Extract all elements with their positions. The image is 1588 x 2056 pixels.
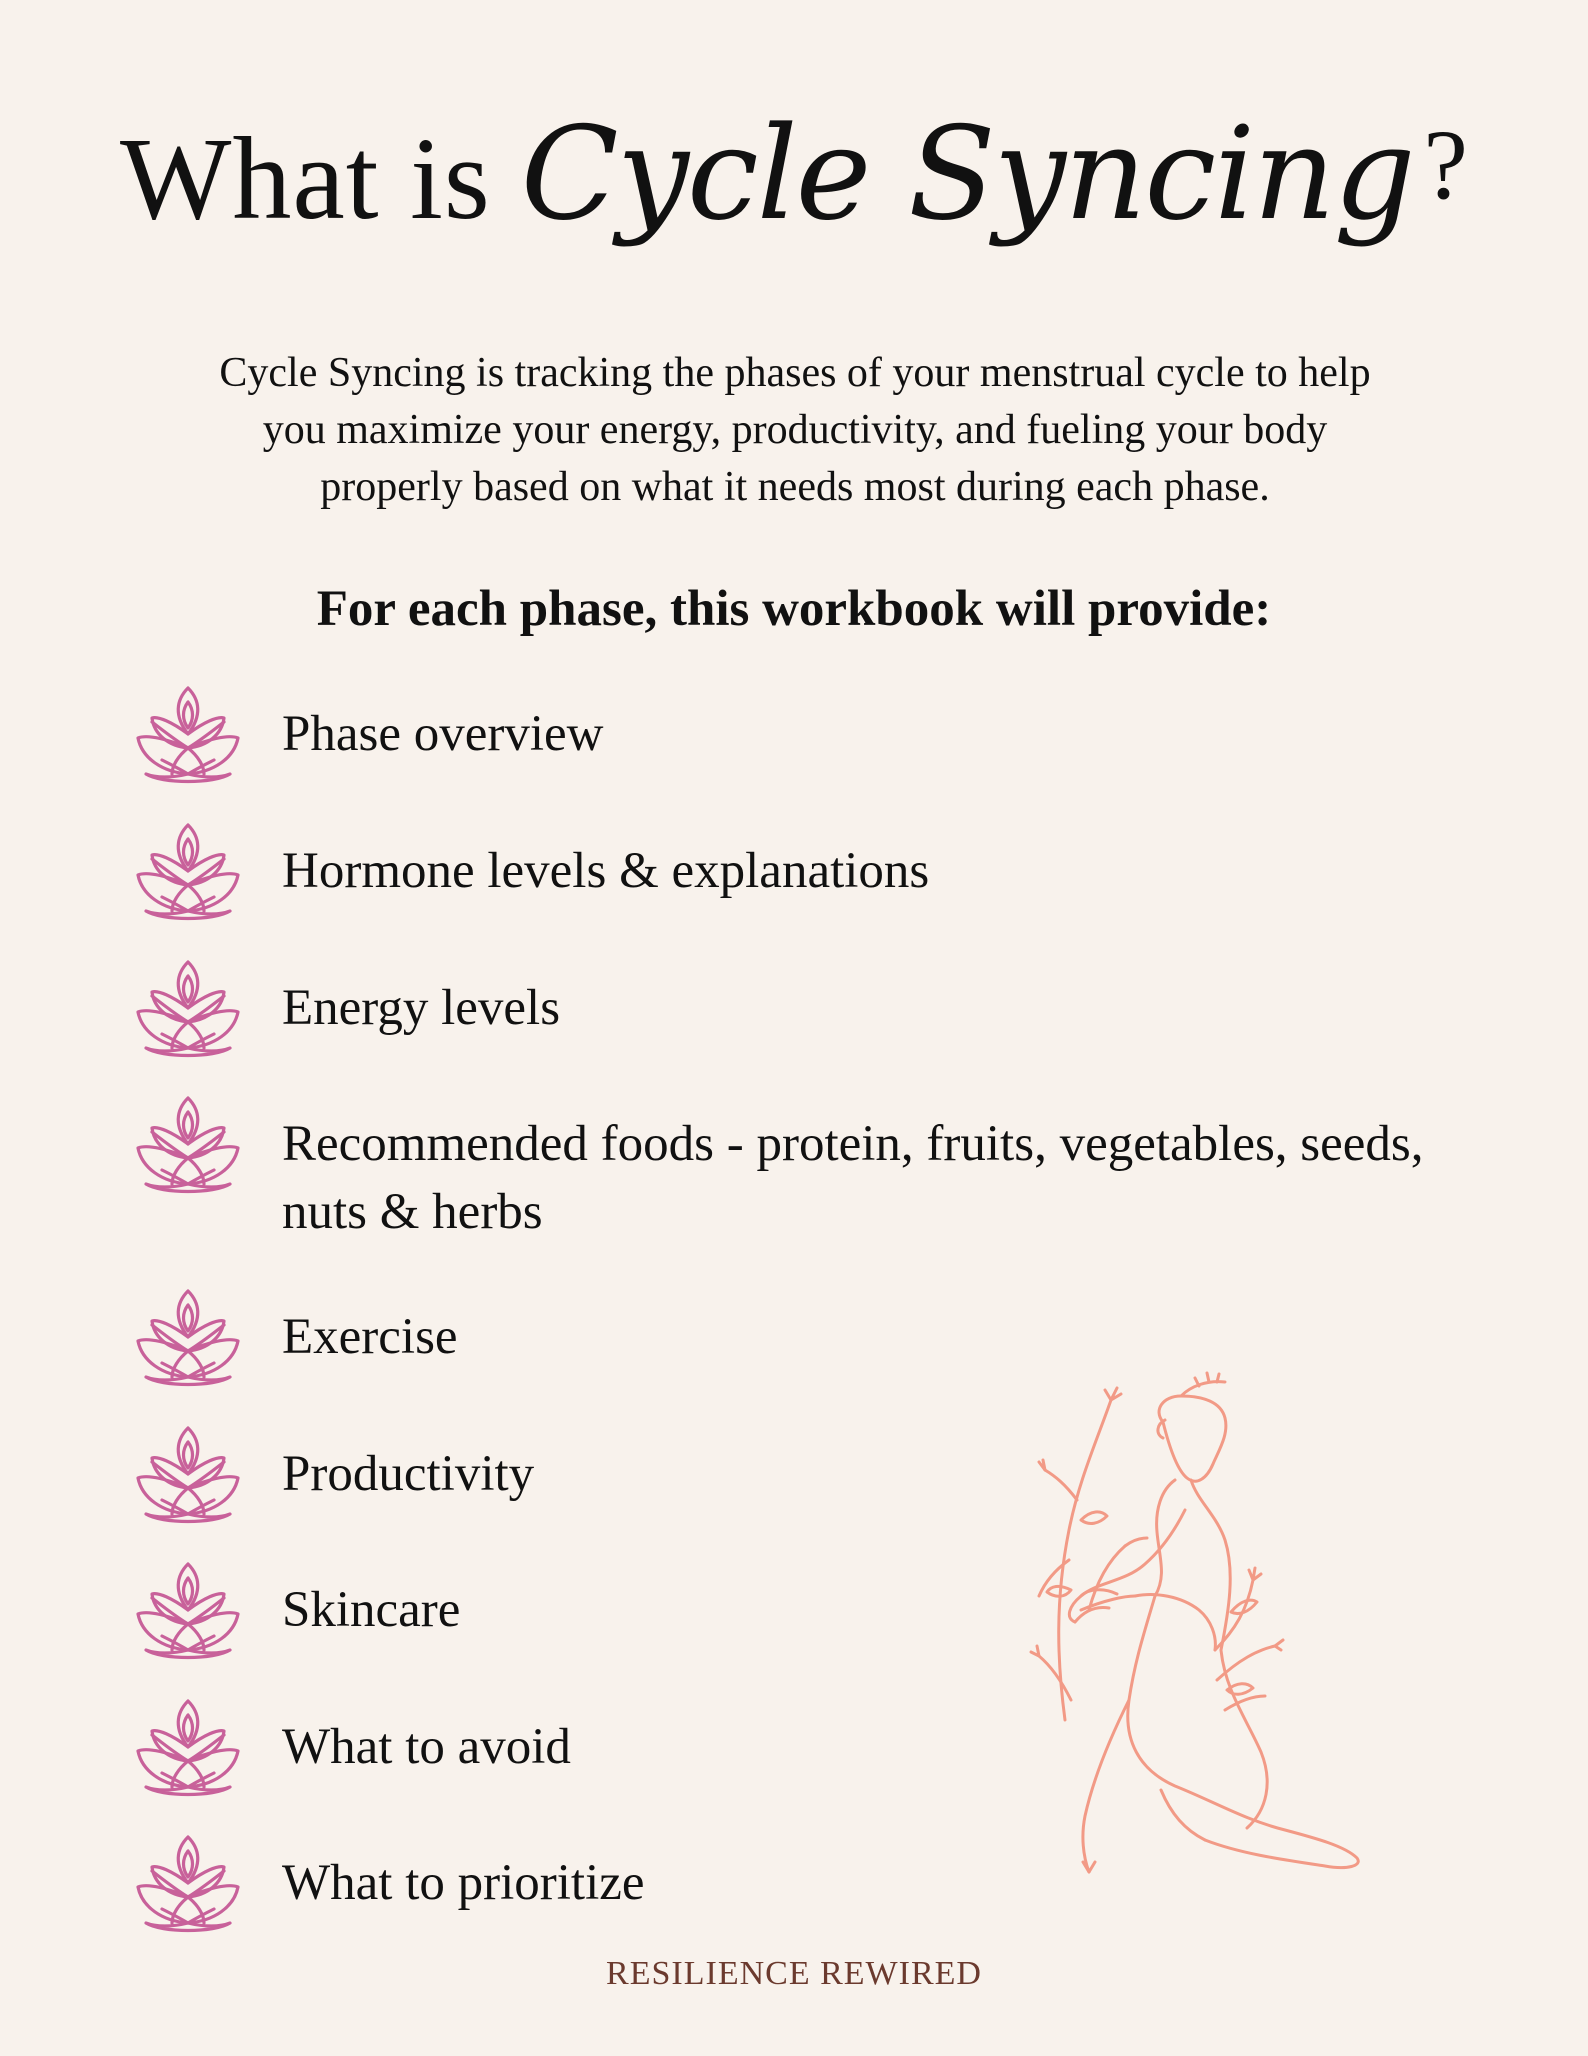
woman-with-flowers-illustration [985, 1360, 1385, 1940]
brand-footer: RESILIENCE REWIRED [606, 1955, 982, 1992]
feature-label: Recommended foods - protein, fruits, vegetables, seeds, nuts & herbs [282, 1116, 1424, 1240]
page-title [0, 100, 1588, 249]
feature-item [132, 682, 1432, 792]
feature-label: Productivity [282, 1446, 535, 1502]
lotus-icon [132, 1422, 244, 1526]
intro-paragraph: Cycle Syncing is tracking the phases of your menstrual cycle to help you maximize your energy, productivity, and fueling your body properly based on what it needs most during each phase. [219, 350, 1371, 510]
lotus-icon [132, 682, 244, 786]
feature-item [132, 1092, 1432, 1252]
feature-label: Skincare [282, 1582, 461, 1638]
feature-label: Phase overview [282, 706, 604, 762]
feature-item [132, 956, 1432, 1066]
feature-item [132, 819, 1432, 929]
feature-label: What to avoid [282, 1719, 571, 1775]
feature-label: What to prioritize [282, 1855, 645, 1911]
lotus-icon [132, 819, 244, 923]
lotus-icon [132, 1695, 244, 1799]
lotus-icon [132, 1831, 244, 1935]
title-script: Cycle Syncing [520, 100, 1414, 249]
title-plain: What is [120, 113, 491, 244]
feature-label: Hormone levels & explanations [282, 843, 930, 899]
title-question-mark: ? [1423, 109, 1468, 220]
feature-label: Energy levels [282, 980, 561, 1036]
features-heading: For each phase, this workbook will provide: [316, 581, 1272, 637]
lotus-icon [132, 956, 244, 1060]
lotus-icon [132, 1285, 244, 1389]
feature-label: Exercise [282, 1309, 458, 1365]
lotus-icon [132, 1092, 244, 1196]
lotus-icon [132, 1558, 244, 1662]
